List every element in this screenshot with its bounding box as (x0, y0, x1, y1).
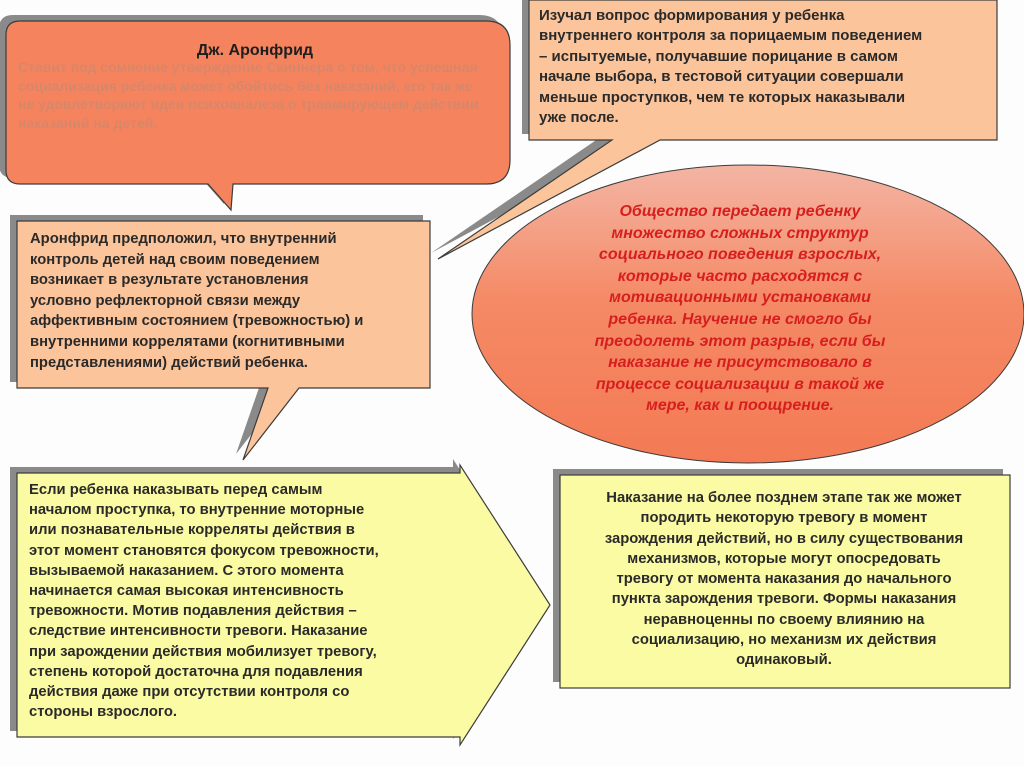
aronfreed-faded-text: Ставит под сомнение утверждение Скиннера о том, что успешная социализация ребенка может обойтись без наказаний, его так же не удовлетворяют идеи психоаналеза о травмирующем действии наказаний на детей. (18, 59, 479, 131)
early-punishment-text: Если ребенка наказывать перед самым началом проступка, то внутренние моторные или познавательные корреляты действия в этот момент становятся фокусом тревожности, вызываемой наказанием. С этого момента начинается самая высокая интенсивность тревожности. Мотив подавления действия – следствие интенсивности тревоги. Наказание при зарождении действия мобилизует тревогу, степень которой достаточна для подавления действия даже при отсутствии контроля со стороны взрослого. (29, 482, 379, 721)
aronfreed-title: Дж. Аронфрид (196, 42, 314, 59)
hypothesis-text: Аронфрид предположил, что внутренний контроль детей над своим поведением возникает в результате установления условно рефлекторной связи между аффективным состоянием (тревожностью) и внутренними коррелятами (когнитивными представлениями) действий ребенка. (30, 231, 364, 371)
late-punishment-text: Наказание на более позднем этапе так же может породить некоторую тревогу в момент зарождения действий, но в силу существования механизмов, которые могут опосредовать тревогу от момента наказания до начального пункта зарождения тревоги. Формы наказания неравноценны по своему влиянию на социализацию, но механизм их действия одинаковый. (604, 490, 964, 669)
society-text: Общество передает ребенку множество сложных структур социального поведения взрослых, которые часто расходятся с мотивационными установками ребенка. Научение не смогло бы преодолеть этот разрыв, если бы наказание не присутствовало в процессе социализации в такой же мере, как и поощрение. (594, 203, 886, 415)
study-text: Изучал вопрос формирования у ребенка внутреннего контроля за порицаемым поведением – испытуемые, получавшие порицание в самом начале выбора, в тестовой ситуации совершали меньше проступков, чем те которых наказывали уже после. (539, 7, 923, 127)
